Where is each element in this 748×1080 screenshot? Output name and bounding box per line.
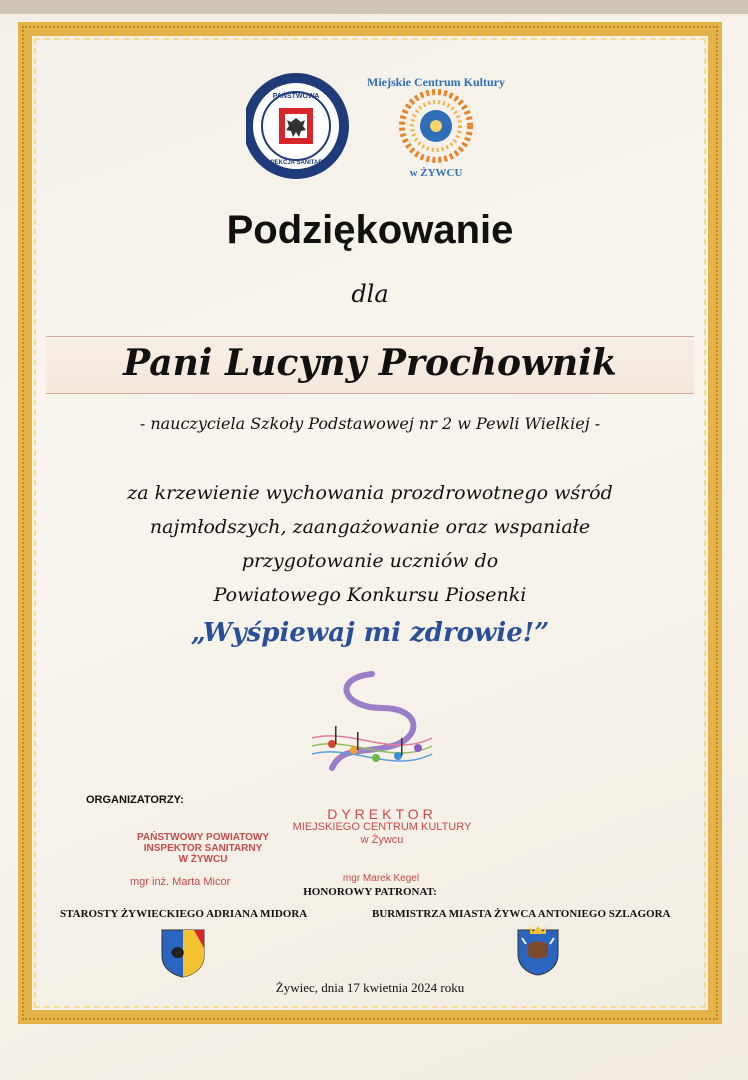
organizers-label: ORGANIZATORZY: bbox=[86, 794, 184, 806]
stamp-line: MIEJSKIEGO CENTRUM KULTURY bbox=[292, 821, 472, 833]
signature-director: mgr Marek Kegel bbox=[342, 873, 420, 884]
logos bbox=[246, 68, 506, 188]
director-stamp bbox=[292, 808, 472, 847]
sanitary-logo-top-text: PAŃSTWOWA bbox=[272, 93, 320, 100]
recipient-name: Pani Lucyny Prochownik bbox=[123, 342, 617, 384]
body-line: najmłodszych, zaangażowanie oraz wspaniałe bbox=[149, 516, 591, 538]
stamp-line: w Żywcu bbox=[360, 834, 404, 846]
stamp-line: INSPEKTOR SANITARNY bbox=[143, 843, 263, 854]
stamp-line: DYREKTOR bbox=[327, 806, 437, 822]
culture-logo-arc-text: Miejskie Centrum Kultury bbox=[367, 75, 505, 89]
certificate-body bbox=[86, 476, 654, 612]
culture-logo-bottom-text: w ŻYWCU bbox=[409, 167, 463, 179]
culture-centre-logo bbox=[402, 92, 470, 160]
certificate-content bbox=[46, 48, 694, 998]
city-coat-of-arms-icon bbox=[516, 924, 560, 976]
music-notes-graphic bbox=[302, 668, 442, 788]
dla-label: dla bbox=[351, 280, 389, 308]
stamp-line: PAŃSTWOWY POWIATOWY bbox=[136, 832, 270, 843]
county-coat-of-arms-icon bbox=[160, 928, 206, 978]
body-line: Powiatowego Konkursu Piosenki bbox=[213, 584, 527, 606]
body-line: przygotowanie uczniów do bbox=[241, 550, 499, 572]
sanitary-logo-bottom-text: INSPEKCJA SANITARNA bbox=[260, 160, 332, 166]
background-wall bbox=[0, 0, 748, 14]
recipient-subtitle: - nauczyciela Szkoły Podstawowej nr 2 w Pewli Wielkiej - bbox=[139, 414, 601, 433]
honorary-patronage-label: HONOROWY PATRONAT: bbox=[303, 886, 437, 898]
body-line: za krzewienie wychowania prozdrowotnego wśród bbox=[127, 482, 613, 504]
patron-burmistrz: BURMISTRZA MIASTA ŻYWCA ANTONIEGO SZLAGORA bbox=[372, 908, 671, 920]
certificate-title: Podziękowanie bbox=[226, 208, 514, 252]
contest-slogan: „Wyśpiewaj mi zdrowie!” bbox=[190, 618, 550, 648]
sanitary-inspector-stamp bbox=[118, 832, 288, 865]
issue-date: Żywiec, dnia 17 kwietnia 2024 roku bbox=[275, 980, 465, 995]
patron-starosta: STAROSTY ŻYWIECKIEGO ADRIANA MIDORA bbox=[60, 908, 308, 920]
signature-inspector: mgr inż. Marta Micor bbox=[130, 876, 231, 888]
stamp-line: W ŻYWCU bbox=[178, 854, 228, 865]
